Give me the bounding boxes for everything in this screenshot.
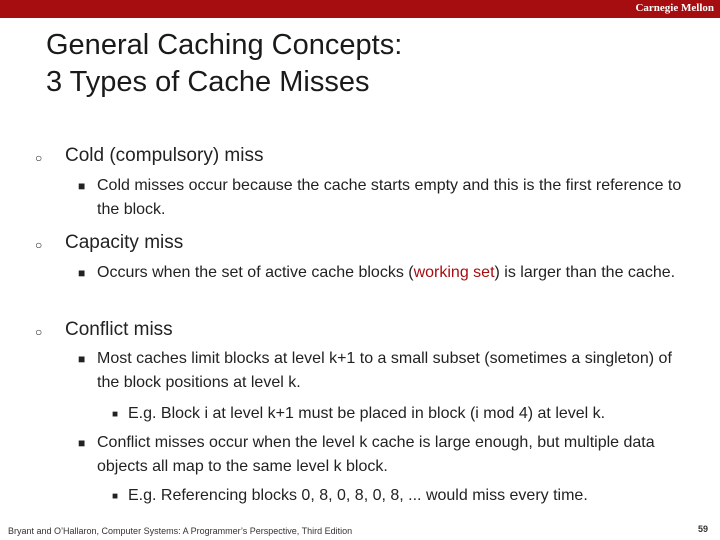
filled-square-icon: ■ bbox=[78, 266, 86, 280]
section-heading-cold: Cold (compulsory) miss bbox=[65, 145, 264, 166]
top-bar bbox=[0, 0, 720, 18]
conflict-miss-point-2: Conflict misses occur when the level k cache is large enough, but multiple data objects all map to the same level k block. bbox=[97, 434, 655, 475]
filled-square-icon: ■ bbox=[78, 436, 86, 450]
footer-citation: Bryant and O’Hallaron, Computer Systems: A Programmer’s Perspective, Third Edition bbox=[8, 526, 353, 536]
working-set-highlight: working set bbox=[413, 264, 495, 281]
header-brand: Carnegie Mellon bbox=[635, 2, 714, 14]
title-line-2: 3 Types of Cache Misses bbox=[46, 66, 370, 98]
hollow-circle-icon: ○ bbox=[35, 238, 43, 252]
title-line-1: General Caching Concepts: bbox=[46, 29, 403, 61]
conflict-miss-subpoint-2: E.g. Referencing blocks 0, 8, 0, 8, 0, 8, ... would miss every time. bbox=[128, 487, 588, 504]
section-heading-capacity: Capacity miss bbox=[65, 232, 184, 253]
hollow-circle-icon: ○ bbox=[35, 325, 43, 339]
section-heading-conflict: Conflict miss bbox=[65, 319, 173, 340]
filled-square-icon: ■ bbox=[78, 179, 86, 193]
conflict-miss-point-1: Most caches limit blocks at level k+1 to a small subset (sometimes a singleton) of the block positions at level k. bbox=[97, 350, 672, 391]
capacity-miss-point bbox=[97, 261, 685, 285]
small-filled-square-icon: ■ bbox=[112, 409, 119, 420]
hollow-circle-icon: ○ bbox=[35, 151, 43, 165]
slide-title bbox=[46, 27, 402, 101]
page-number: 59 bbox=[697, 524, 708, 534]
small-filled-square-icon: ■ bbox=[112, 491, 119, 502]
cold-miss-point: Cold misses occur because the cache starts empty and this is the first reference to the block. bbox=[97, 177, 682, 218]
filled-square-icon: ■ bbox=[78, 352, 86, 366]
capacity-text-before: Occurs when the set of active cache blocks ( bbox=[97, 264, 414, 281]
capacity-text-after: ) is larger than the cache. bbox=[494, 264, 676, 281]
conflict-miss-subpoint-1: E.g. Block i at level k+1 must be placed in block (i mod 4) at level k. bbox=[128, 405, 606, 422]
